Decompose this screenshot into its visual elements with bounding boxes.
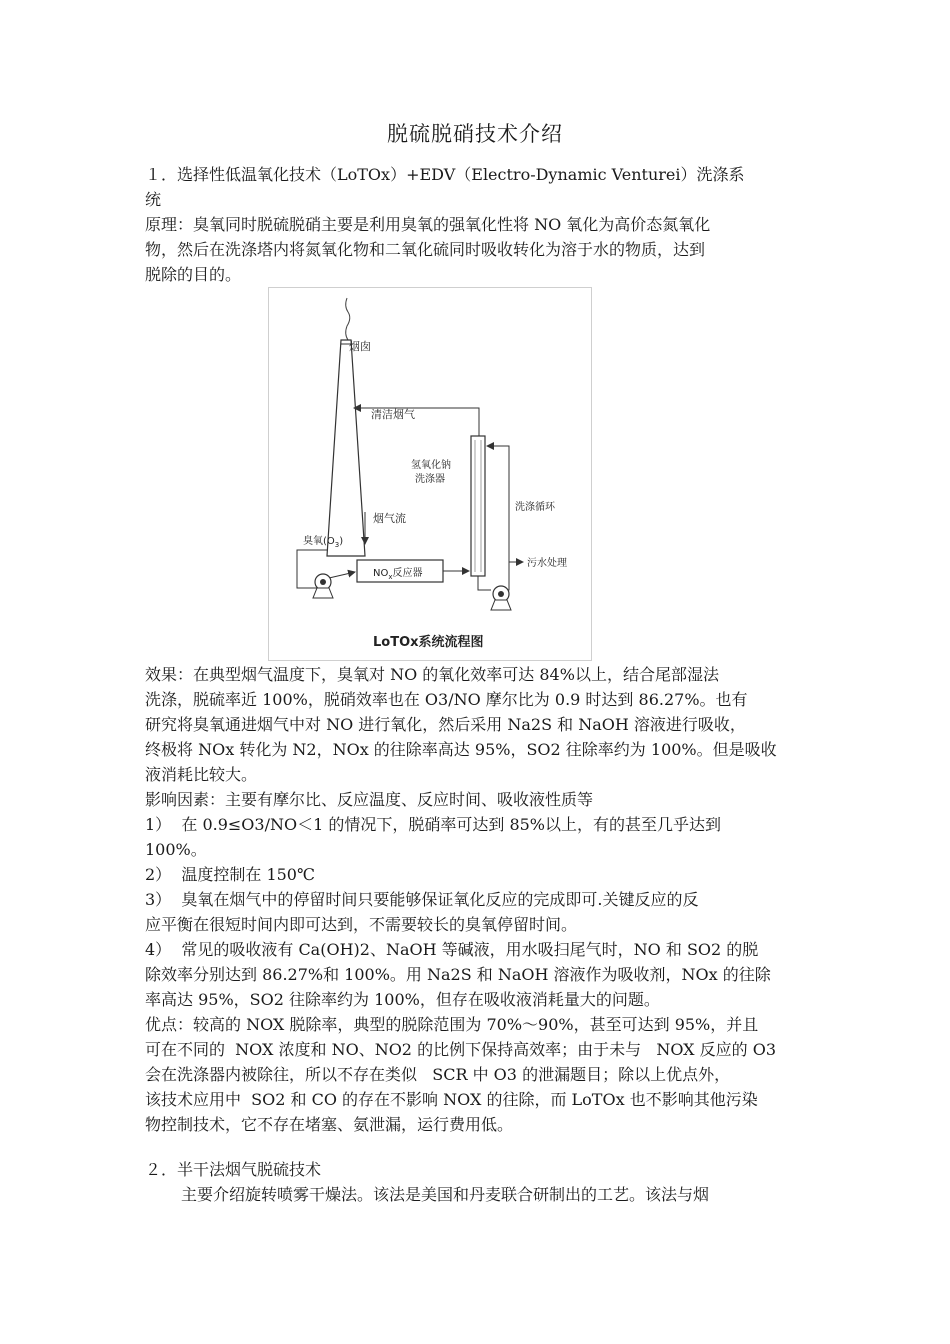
text-line: 率高达 95%，SO2 往除率约为 100%，但存在吸收液消耗量大的问题。 <box>145 990 660 1009</box>
principle-paragraph <box>145 212 810 287</box>
label-scrubber-2: 洗涤器 <box>415 474 445 485</box>
heading-line: 统 <box>145 190 162 209</box>
label-reactor: $NO_x$反应器 <box>373 568 423 581</box>
label-sewage: 污水处理 <box>527 558 567 569</box>
text-line: 4） 常见的吸收液有 Ca(OH)2、NaOH 等碱液，用水吸扫尾气时，NO 和 SO2 的脱 <box>145 940 759 959</box>
text-line: 除效率分别达到 86.27%和 100%。用 Na2S 和 NaOH 溶液作为吸收剂，NOx 的往除 <box>145 965 771 984</box>
text-line: 3） 臭氧在烟气中的停留时间只要能够保证氧化反应的完成即可.关键反应的反 <box>145 890 699 909</box>
figure-caption: LoTOx系统流程图 <box>373 635 484 650</box>
label-scrubber-1: 氢氧化钠 <box>411 460 451 471</box>
scrubber-shape <box>471 436 485 576</box>
label-clean-gas: 清洁烟气 <box>371 408 415 421</box>
text-line: 研究将臭氧通进烟气中对 NO 进行氧化，然后采用 Na2S 和 NaOH 溶液进行吸收， <box>145 715 746 734</box>
text-line: 洗涤，脱硫率近 100%，脱硝效率也在 O3/NO 摩尔比为 0.9 时达到 86.27%。也有 <box>145 690 748 709</box>
smoke-plume-icon <box>346 298 350 340</box>
text-line: 物控制技术，它不存在堵塞、氨泄漏，运行费用低。 <box>145 1115 514 1134</box>
text-line: 1） 在 0.9≤O3/NO＜1 的情况下，脱硝率可达到 85%以上，有的甚至几乎达到 <box>145 815 722 834</box>
chimney-shape <box>327 340 365 556</box>
text-line: 影响因素：主要有摩尔比、反应温度、反应时间、吸收液性质等 <box>145 790 594 809</box>
label-wash-cycle: 洗涤循环 <box>515 502 555 513</box>
text-line: 原理：臭氧同时脱硫脱硝主要是利用臭氧的强氧化性将 NO 氧化为高价态氮氧化 <box>145 215 711 234</box>
label-chimney: 烟囱 <box>349 340 371 353</box>
section-1-heading <box>145 162 810 212</box>
text-line: 效果：在典型烟气温度下，臭氧对 NO 的氧化效率可达 84%以上，结合尾部湿法 <box>145 665 719 684</box>
page-title: 脱硫脱硝技术介绍 <box>387 122 563 146</box>
wash-cycle-line <box>487 446 509 590</box>
heading-line: １．选择性低温氧化技术（LoTOx）+EDV（Electro-Dynamic Venturei）洗涤系 <box>145 165 745 184</box>
text-line: 液消耗比较大。 <box>145 765 258 784</box>
text-line: 主要介绍旋转喷雾干燥法。该法是美国和丹麦联合研制出的工艺。该法与烟 <box>181 1185 710 1204</box>
text-line: 该技术应用中 SO2 和 CO 的存在不影响 NOX 的往除，而 LoTOx 也不影响其他污染 <box>145 1090 758 1109</box>
flow-diagram-svg <box>269 288 591 660</box>
label-flue-gas: 烟气流 <box>373 512 406 525</box>
text-line: 可在不同的 NOX 浓度和 NO、NO2 的比例下保持高效率；由于未与 NOX 反应的 O3 <box>145 1040 777 1059</box>
text-line: 优点：较高的 NOX 脱除率，典型的脱除范围为 70%～90%，甚至可达到 95%，并且 <box>145 1015 759 1034</box>
text-line: 终极将 NOx 转化为 N2，NOx 的往除率高达 95%，SO2 往除率约为 100%。但是吸收 <box>145 740 777 759</box>
label-ozone: 臭氧$(O_3)$ <box>303 536 344 549</box>
text-line: 会在洗涤器内被除往，所以不存在类似 SCR 中 O3 的泄漏题目；除以上优点外， <box>145 1065 731 1084</box>
effects-paragraph <box>145 662 810 1137</box>
lotox-flow-diagram <box>268 287 592 661</box>
text-line: 2） 温度控制在 150℃ <box>145 865 315 884</box>
section-2 <box>145 1157 810 1207</box>
text-line: 脱除的目的。 <box>145 265 242 284</box>
section-2-heading: ２．半干法烟气脱硫技术 <box>145 1160 322 1179</box>
text-line: 100%。 <box>145 840 207 859</box>
text-line: 物，然后在洗涤塔内将氮氧化物和二氧化硫同时吸收转化为溶于水的物质，达到 <box>145 240 706 259</box>
text-line: 应平衡在很短时间内即可达到，不需要较长的臭氧停留时间。 <box>145 915 578 934</box>
